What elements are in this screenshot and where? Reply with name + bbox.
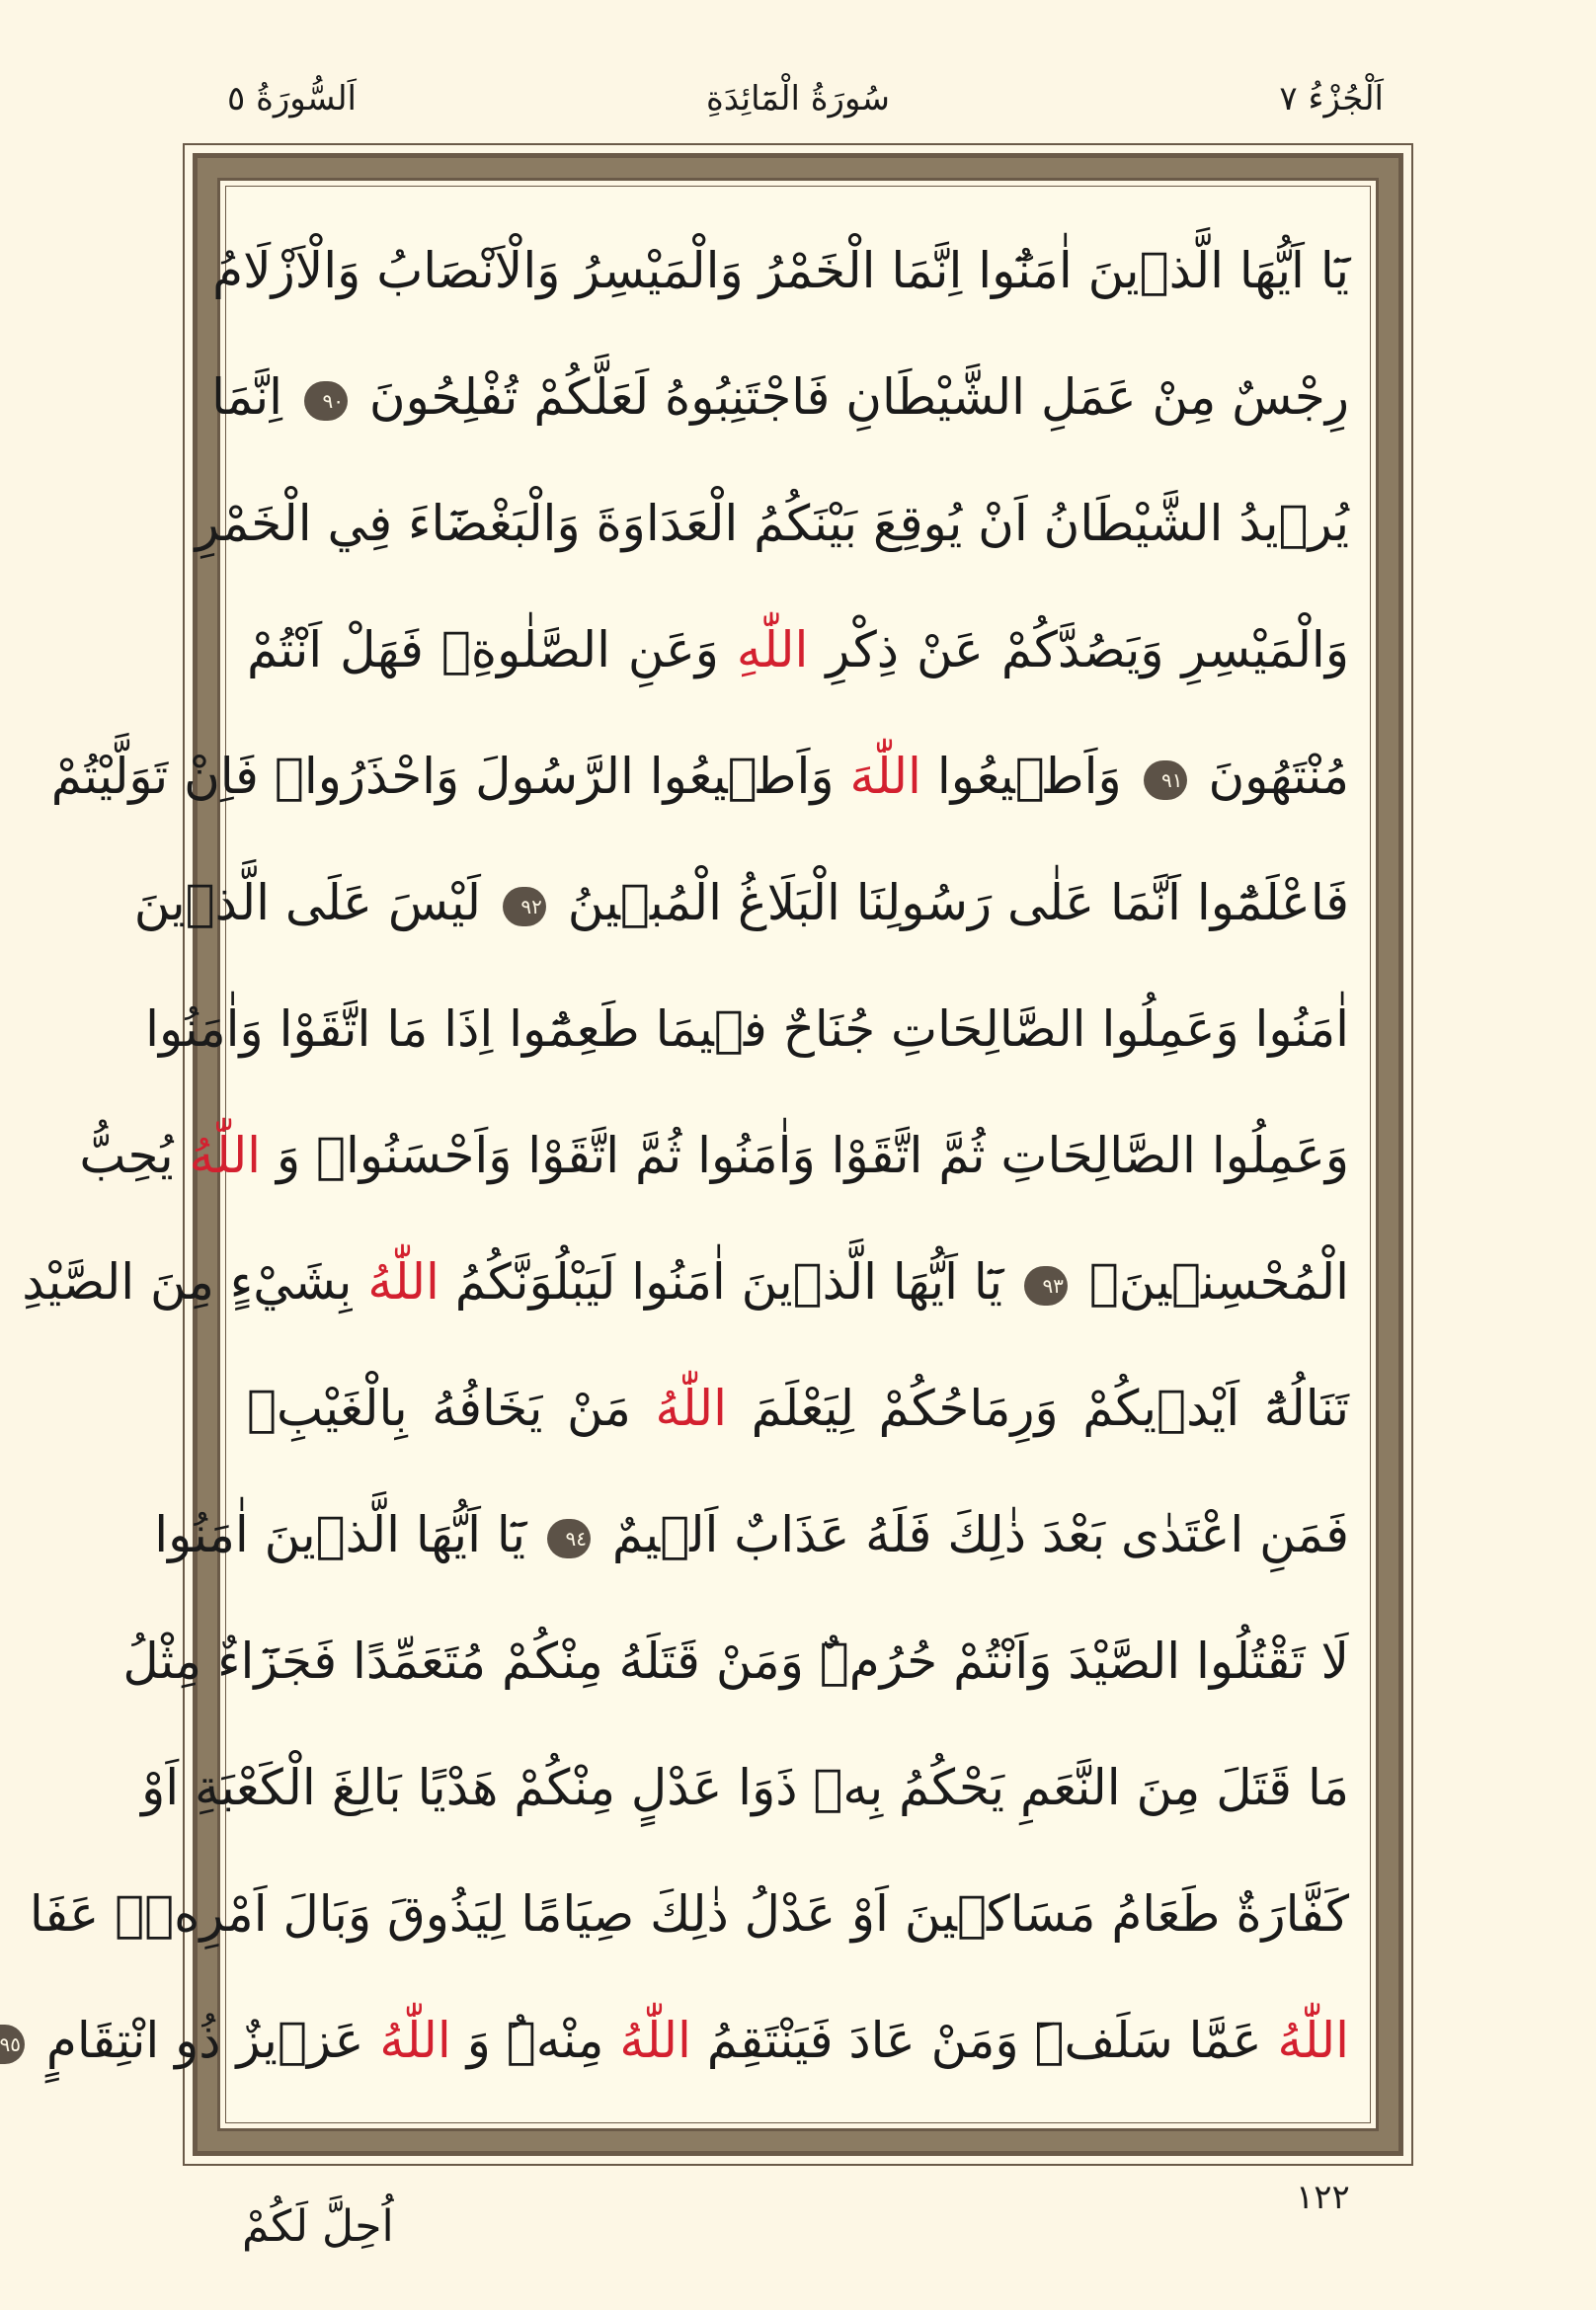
verse-text: مَا قَتَلَ مِنَ النَّعَمِ يَحْكُمُ بِه۪ ذَوَا عَدْلٍ مِنْكُمْ هَدْيًا بَالِغَ الْكَعْبَةِ اَوْ [141,1759,1349,1816]
verse-text: كَفَّارَةٌ طَعَامُ مَسَاك۪ينَ اَوْ عَدْلُ ذٰلِكَ صِيَامًا لِيَذُوقَ وَبَالَ اَمْرِه۪ۜ عَفَا [29,1885,1349,1943]
verse-text: الْمُحْسِن۪ينَۙ [1088,1253,1349,1311]
divine-name: اللّٰهُ [367,1253,439,1311]
ayah-number-marker: ٩٢ [503,887,546,926]
verse-text: اِنَّمَا [211,368,283,426]
verse-text: عَز۪يزٌ ذُو انْتِقَامٍ [45,2012,364,2069]
verse-text: يَٓا اَيُّهَا الَّذ۪ينَ اٰمَنُٓوا اِنَّمَا الْخَمْرُ وَالْمَيْسِرُ وَالْاَنْصَابُ وَالْاَزْلَامُ [212,242,1349,299]
verse-text: يُر۪يدُ الشَّيْطَانُ اَنْ يُوقِعَ بَيْنَكُمُ الْعَدَاوَةَ وَالْبَغْضَٓاءَ فِي الْخَمْرِ [195,495,1349,552]
text-line [195,460,1349,587]
quran-text-block [0,207,1350,2104]
text-line [247,587,1349,713]
verse-text: لَا تَقْتُلُوا الصَّيْدَ وَاَنْتُمْ حُرُمٌۜ وَمَنْ قَتَلَهُ مِنْكُمْ مُتَعَمِّدًا فَجَزَٓاءٌ مِثْلُ [122,1633,1349,1690]
verse-text: فَاعْلَمُٓوا اَنَّمَا عَلٰى رَسُولِنَا الْبَلَاغُ الْمُب۪ينُ [567,874,1349,931]
divine-name: اللّٰهُ [189,1127,262,1184]
page-header [0,69,1596,128]
verse-text: يَٓا اَيُّهَا الَّذ۪ينَ اٰمَنُوا لَيَبْلُوَنَّكُمُ [454,1253,1003,1311]
ayah-number-marker: ٩٥ [0,2025,25,2064]
verse-text: مُنْتَهُونَ [1208,748,1349,805]
divine-name: اللّٰهَ [849,748,921,805]
verse-text: مَنْ يَخَافُهُ بِالْغَيْبِۚ [247,1380,631,1437]
juz-label: اَلْجُزْءُ ٧ [1279,79,1384,119]
verse-text: وَاَط۪يعُوا [936,748,1122,805]
text-line [22,1219,1349,1345]
verse-text: اٰمَنُوا وَعَمِلُوا الصَّالِحَاتِ جُنَاحٌ ف۪يمَا طَعِمُٓوا اِذَا مَا اتَّقَوْا وَاٰمَنُوا [145,1000,1349,1058]
surah-number-label: اَلسُّورَةُ ٥ [227,79,358,119]
verse-text: رِجْسٌ مِنْ عَمَلِ الشَّيْطَانِ فَاجْتَنِبُوهُ لَعَلَّكُمْ تُفْلِحُونَ [368,368,1349,426]
ayah-number-marker: ٩١ [1144,760,1187,800]
verse-text: وَعَنِ الصَّلٰوةِۚ فَهَلْ اَنْتُمْ [247,621,719,678]
text-line [141,1724,1349,1851]
divine-name: اللّٰهُ [619,2012,691,2069]
text-line [133,839,1349,966]
verse-text: يَٓا اَيُّهَا الَّذ۪ينَ اٰمَنُوا [154,1506,526,1563]
ayah-number-marker: ٩٠ [304,381,348,421]
divine-name: اللّٰهُ [1277,2012,1349,2069]
text-line [29,1851,1349,1977]
verse-text: تَنَالُهُٓ اَيْد۪يكُمْ وَرِمَاحُكُمْ لِيَعْلَمَ [751,1380,1350,1437]
verse-text: وَالْمَيْسِرِ وَيَصُدَّكُمْ عَنْ ذِكْرِ [826,621,1349,678]
page-number: ١٢٢ [1296,2178,1350,2217]
text-line [50,713,1349,839]
divine-name: اللّٰهِ [736,621,809,678]
text-line [211,334,1349,460]
verse-text: فَمَنِ اعْتَدٰى بَعْدَ ذٰلِكَ فَلَهُ عَذَابٌ اَل۪يمٌ [611,1506,1349,1563]
text-line [154,1472,1349,1598]
text-line [122,1598,1349,1724]
divine-name: اللّٰهُ [379,2012,451,2069]
catchword: اُحِلَّ لَكُمْ [242,2201,394,2252]
ayah-number-marker: ٩٤ [547,1519,591,1558]
text-line [247,1345,1349,1472]
divine-name: اللّٰهُ [655,1380,728,1437]
verse-text: وَاَط۪يعُوا الرَّسُولَ وَاحْذَرُواۚ فَاِنْ تَوَلَّيْتُمْ [50,748,835,805]
verse-text: بِشَيْءٍ مِنَ الصَّيْدِ [22,1253,353,1311]
text-line [0,1977,1349,2104]
text-line [145,966,1349,1092]
verse-text: لَيْسَ عَلَى الَّذ۪ينَ [133,874,481,931]
verse-text: وَعَمِلُوا الصَّالِحَاتِ ثُمَّ اتَّقَوْا وَاٰمَنُوا ثُمَّ اتَّقَوْا وَاَحْسَنُواۜ وَ [276,1127,1349,1184]
surah-title: سُورَةُ الْمَٓائِدَةِ [705,79,891,119]
ayah-number-marker: ٩٣ [1024,1266,1068,1306]
text-line [212,207,1349,334]
text-line [79,1092,1349,1219]
verse-text: مِنْهُۜ وَ [466,2012,604,2069]
verse-text: عَمَّا سَلَفَۜ وَمَنْ عَادَ فَيَنْتَقِمُ [706,2012,1262,2069]
verse-text: يُحِبُّ [79,1127,174,1184]
